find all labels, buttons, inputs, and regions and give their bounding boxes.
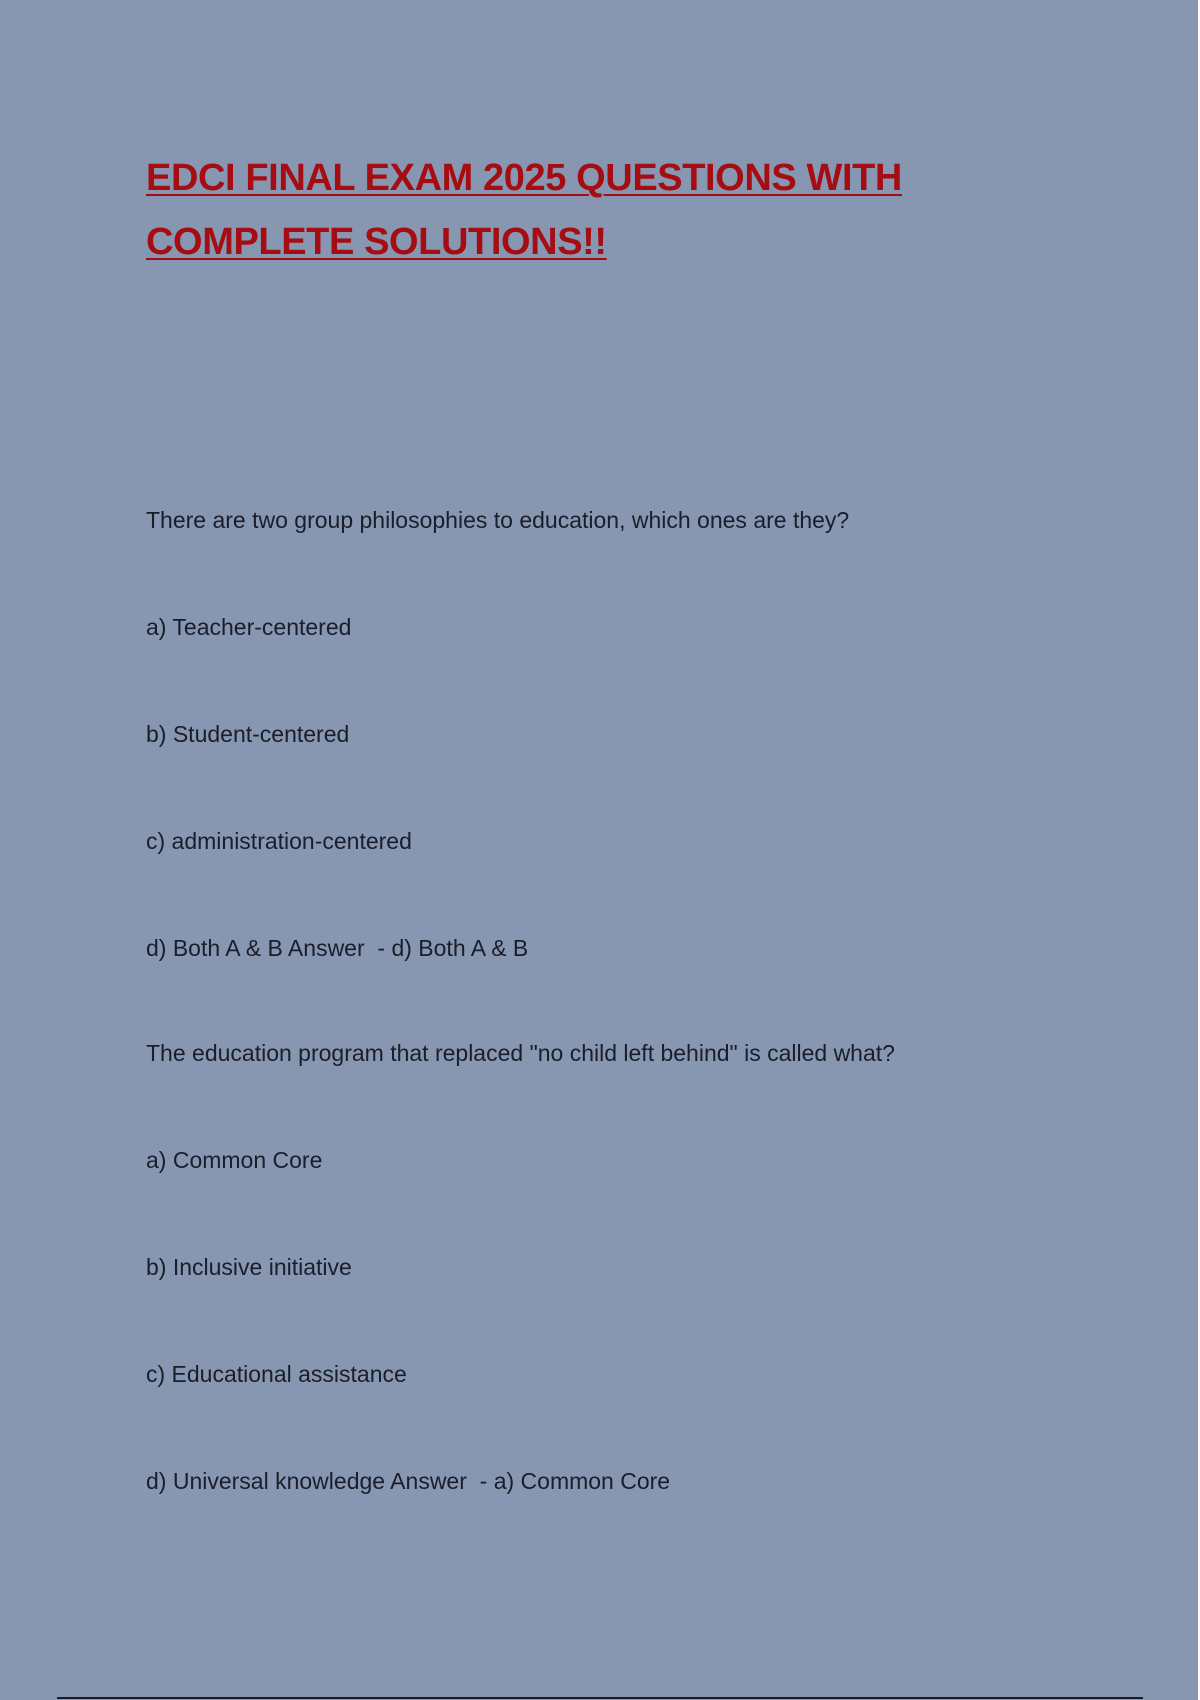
title-line-2: COMPLETE SOLUTIONS!! bbox=[146, 221, 607, 263]
question-1-option-c: c) administration-centered bbox=[146, 828, 412, 854]
question-1-option-d-answer: d) Both A & B Answer - d) Both A & B bbox=[146, 935, 529, 961]
document-title bbox=[146, 146, 1046, 274]
title-line-1: EDCI FINAL EXAM 2025 QUESTIONS WITH bbox=[146, 157, 902, 199]
question-2-text: The education program that replaced "no child left behind" is called what? bbox=[146, 1040, 895, 1066]
question-1-option-a: a) Teacher-centered bbox=[146, 614, 352, 640]
question-1-text: There are two group philosophies to education, which ones are they? bbox=[146, 507, 850, 533]
question-2-option-d-answer: d) Universal knowledge Answer - a) Common Core bbox=[146, 1468, 671, 1494]
question-2-option-b: b) Inclusive initiative bbox=[146, 1254, 352, 1280]
footer-rule bbox=[57, 1697, 1143, 1699]
question-2-option-a: a) Common Core bbox=[146, 1147, 323, 1173]
question-2-option-c: c) Educational assistance bbox=[146, 1361, 407, 1387]
question-1-option-b: b) Student-centered bbox=[146, 721, 350, 747]
